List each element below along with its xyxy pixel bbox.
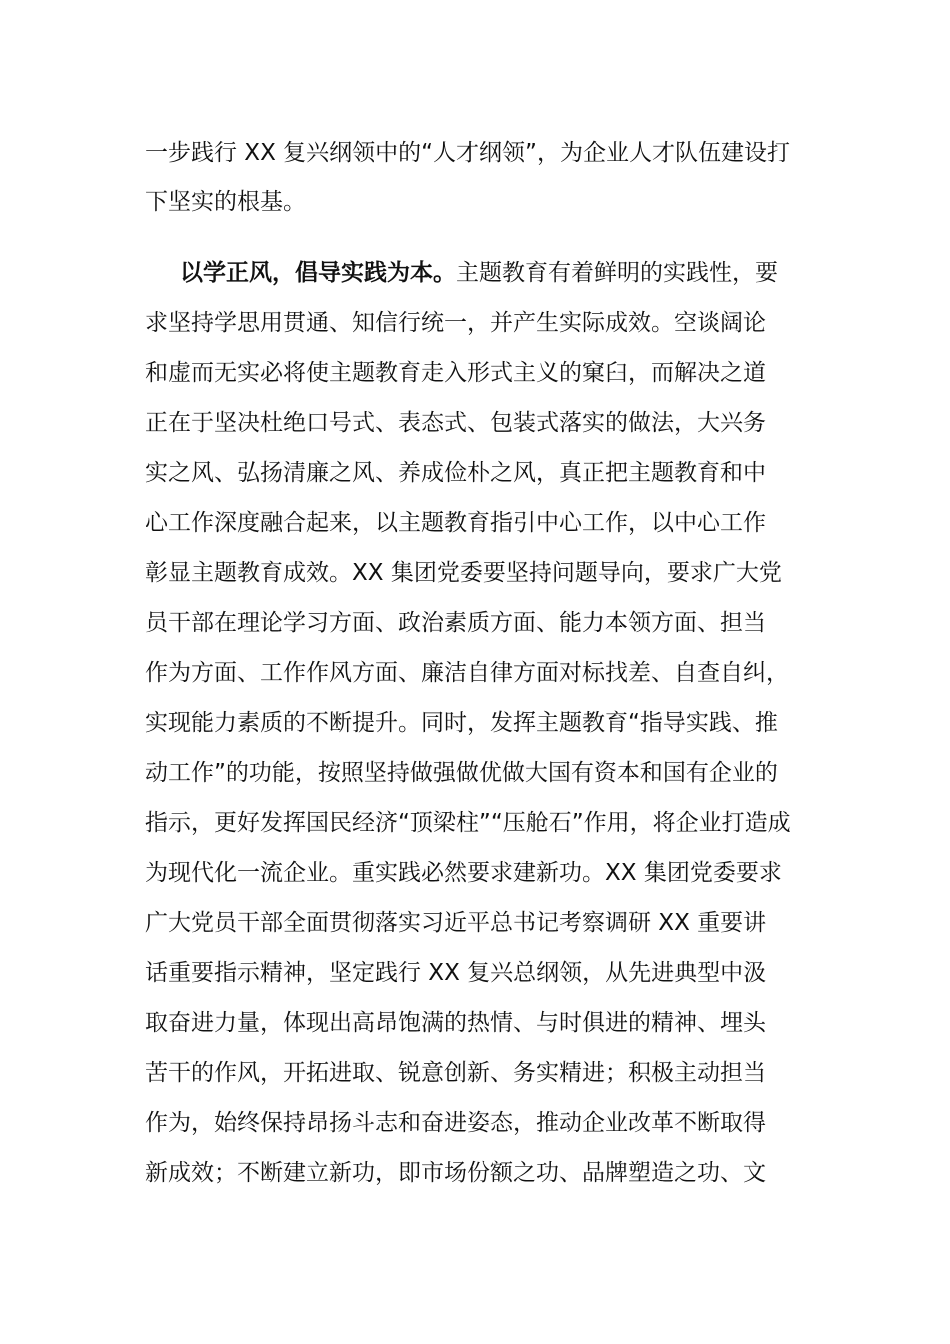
paragraph-1-line-2: 下坚实的根基。 xyxy=(145,189,306,215)
paragraph-2-line: 话重要指示精神，坚定践行 XX 复兴总纲领，从先进典型中汲 xyxy=(145,960,767,986)
paragraph-2-line: 实现能力素质的不断提升。同时，发挥主题教育“指导实践、推 xyxy=(145,710,778,736)
paragraph-2-line: 心工作深度融合起来，以主题教育指引中心工作，以中心工作 xyxy=(145,510,766,536)
paragraph-2-line: 作为，始终保持昂扬斗志和奋进姿态，推动企业改革不断取得 xyxy=(145,1110,766,1136)
paragraph-2-first-line xyxy=(180,258,825,288)
paragraph-2-line: 正在于坚决杜绝口号式、表态式、包装式落实的做法，大兴务 xyxy=(145,410,766,436)
paragraph-2-line: 和虚而无实必将使主题教育走入形式主义的窠臼，而解决之道 xyxy=(145,360,766,386)
paragraph-2-first-line-text: 主题教育有着鲜明的实践性，要 xyxy=(456,260,778,286)
paragraph-1-line-1: 一步践行 XX 复兴纲领中的“人才纲领”，为企业人才队伍建设打 xyxy=(145,140,790,166)
paragraph-2-line: 动工作”的功能，按照坚持做强做优做大国有资本和国有企业的 xyxy=(145,760,778,786)
paragraph-2-heading: 以学正风，倡导实践为本。 xyxy=(180,260,456,286)
paragraph-2-line: 作为方面、工作作风方面、廉洁自律方面对标找差、自查自纠， xyxy=(145,660,789,686)
paragraph-2-line: 广大党员干部全面贯彻落实习近平总书记考察调研 XX 重要讲 xyxy=(145,910,767,936)
paragraph-2-line: 苦干的作风，开拓进取、锐意创新、务实精进；积极主动担当 xyxy=(145,1060,766,1086)
paragraph-2-line: 新成效；不断建立新功，即市场份额之功、品牌塑造之功、文 xyxy=(145,1160,766,1186)
paragraph-2-line: 彰显主题教育成效。XX 集团党委要坚持问题导向，要求广大党 xyxy=(145,560,782,586)
paragraph-2-line: 指示，更好发挥国民经济“顶梁柱”“压舱石”作用，将企业打造成 xyxy=(145,810,791,836)
paragraph-2-line: 取奋进力量，体现出高昂饱满的热情、与时俱进的精神、埋头 xyxy=(145,1010,766,1036)
paragraph-2-line: 求坚持学思用贯通、知信行统一，并产生实际成效。空谈阔论 xyxy=(145,310,766,336)
paragraph-2-line: 实之风、弘扬清廉之风、养成俭朴之风，真正把主题教育和中 xyxy=(145,460,766,486)
paragraph-2-line: 员干部在理论学习方面、政治素质方面、能力本领方面、担当 xyxy=(145,610,766,636)
paragraph-2-line: 为现代化一流企业。重实践必然要求建新功。XX 集团党委要求 xyxy=(145,860,782,886)
